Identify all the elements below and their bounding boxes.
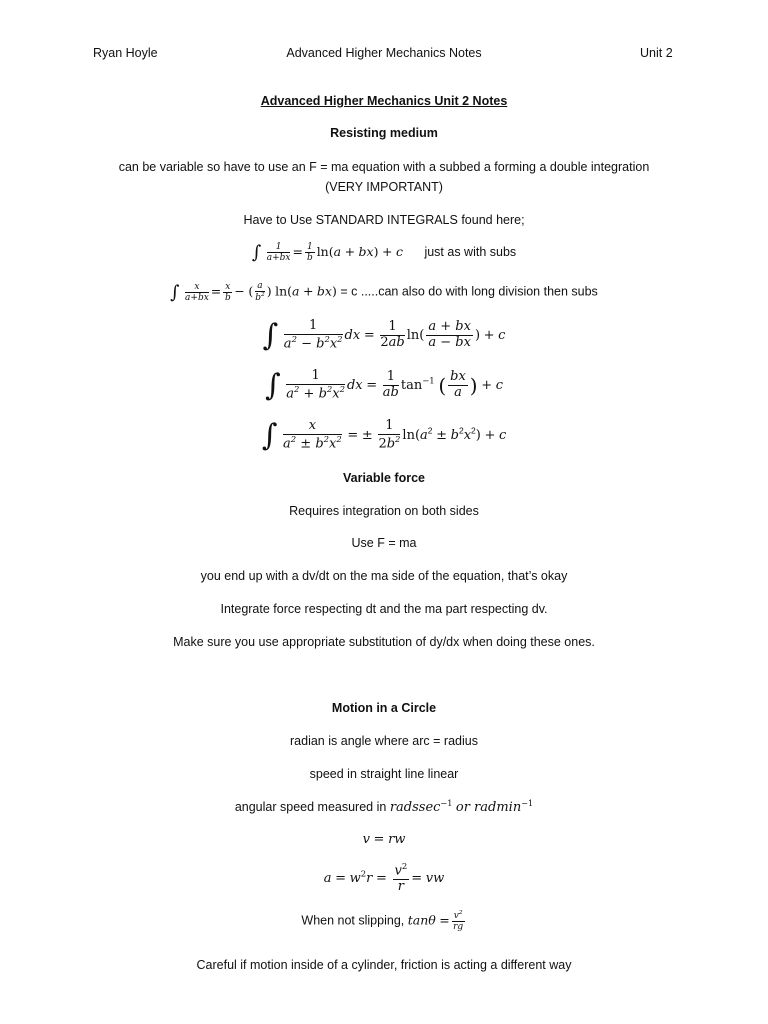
resisting-line-3: Have to Use STANDARD INTEGRALS found here; bbox=[243, 213, 525, 227]
formula-integral-1: ∫ $\frac{1}{a+bx}$ = $\frac{1}{b}$ ln(a + bx) + c just as with subs bbox=[251, 242, 517, 264]
formula-integral-2: ∫ $\frac{x}{a+bx}$ = $\frac{x}{b}$ − ( $\frac{a}{b^2}$ ) ln(a + bx) = c .....can also do with long division then subs bbox=[170, 281, 598, 304]
resisting-line-1: can be variable so have to use an F = ma equation with a subbed a forming a double integration bbox=[118, 160, 650, 174]
note-long-division: = c .....can also do with long division then subs bbox=[340, 284, 598, 299]
circle-line-2: speed in straight line linear bbox=[309, 767, 459, 781]
header-unit: Unit 2 bbox=[640, 46, 673, 60]
header-author: Ryan Hoyle bbox=[93, 46, 158, 60]
formula-integral-4: ∫ $\frac{1}{a^2 + b^2x^2}$ dx = $\frac{1}{ab}$ $\tan^{-1}$ ( $\frac{bx}{a}$ ) + c bbox=[264, 367, 504, 403]
circle-line-5: Careful if motion inside of a cylinder, friction is acting a different way bbox=[196, 958, 572, 972]
circle-line-1: radian is angle where arc = radius bbox=[290, 734, 478, 748]
variable-line-1: Requires integration on both sides bbox=[289, 504, 479, 518]
header-title: Advanced Higher Mechanics Notes bbox=[286, 46, 482, 60]
formula-integral-3: ∫ $\frac{1}{a^2 - b^2x^2}$ dx = $\frac{1}{2ab}$ ln( $\frac{a + bx}{a - bx}$ ) + c bbox=[262, 317, 506, 353]
note-just-as-with-subs: just as with subs bbox=[424, 245, 517, 260]
resisting-line-2: (VERY IMPORTANT) bbox=[325, 180, 443, 194]
formula-v-equals-rw: v = rw bbox=[362, 832, 406, 847]
formula-acceleration: $a = w^2r$ = $\frac{v^2}{r}$ = vw bbox=[323, 861, 445, 895]
formula-integral-5: ∫ $\frac{x}{a^2 \pm b^2x^2}$ = ± $\frac{1}{2b^2}$ $\ln(a^2 \pm b^2x^2) + c$ bbox=[261, 417, 507, 453]
variable-line-3: you end up with a dv/dt on the ma side of the equation, that’s okay bbox=[200, 569, 568, 583]
section-heading-resisting-medium: Resisting medium bbox=[330, 126, 438, 140]
not-slipping-label: When not slipping, bbox=[301, 913, 405, 928]
variable-line-4: Integrate force respecting dt and the ma part respecting dv. bbox=[220, 602, 548, 616]
angular-speed-label: angular speed measured in bbox=[234, 800, 387, 815]
section-heading-variable-force: Variable force bbox=[343, 471, 425, 485]
section-heading-motion-in-circle: Motion in a Circle bbox=[331, 701, 437, 715]
variable-line-2: Use F = ma bbox=[351, 536, 417, 550]
variable-line-5: Make sure you use appropriate substitution of dy/dx when doing these ones. bbox=[173, 635, 595, 649]
document-title: Advanced Higher Mechanics Unit 2 Notes bbox=[260, 94, 508, 108]
circle-line-3: angular speed measured in radssec$^{-1}$ or radmin$^{-1}$ bbox=[234, 798, 534, 816]
circle-line-4: When not slipping, tanθ = $\frac{v^2}{rg}$ bbox=[301, 910, 464, 933]
